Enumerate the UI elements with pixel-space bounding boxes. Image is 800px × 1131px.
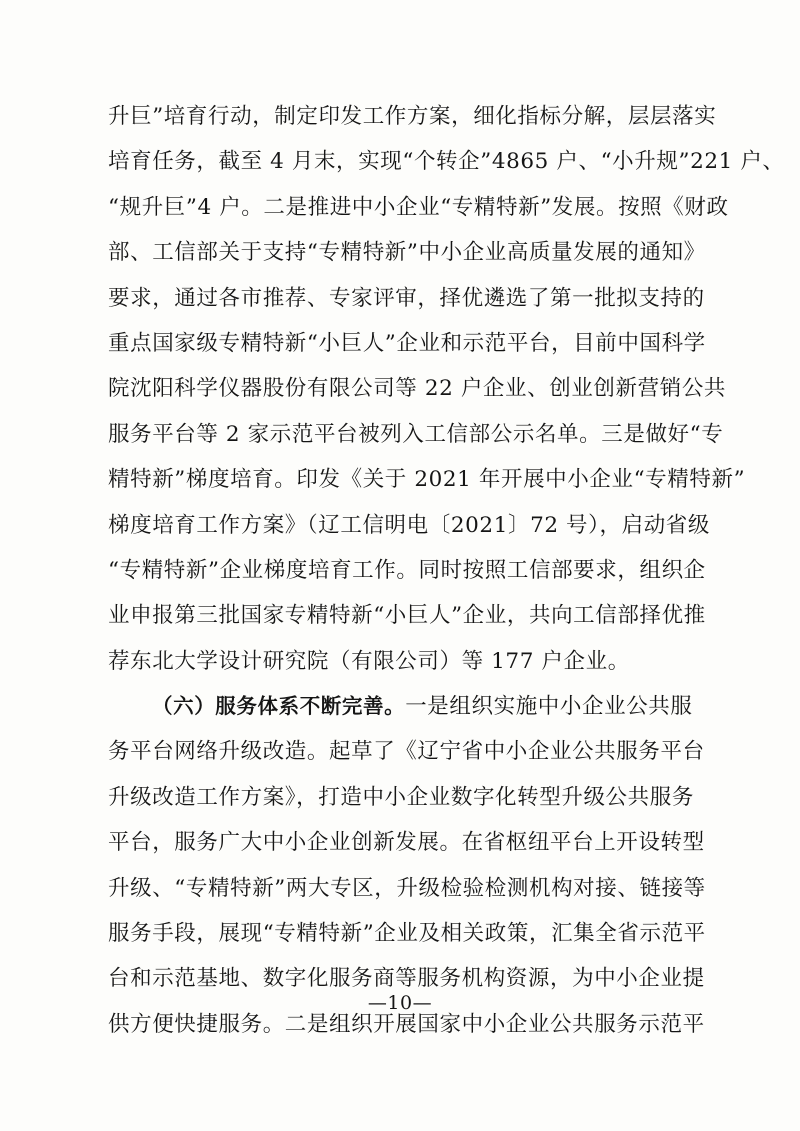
- text-line: 要求，通过各市推荐、专家评审，择优遴选了第一批拟支持的: [108, 285, 705, 311]
- text-line: “规升巨”4 户。二是推进中小企业“专精特新”发展。按照《财政: [108, 194, 729, 220]
- section-first-line-text: 一是组织实施中小企业公共服: [405, 694, 693, 720]
- text-line: 平台，服务广大中小企业创新发展。在省枢纽平台上开设转型: [108, 830, 705, 856]
- page-number: —10—: [367, 992, 433, 1014]
- text-line: 升级改造工作方案》，打造中小企业数字化转型升级公共服务: [108, 784, 694, 810]
- text-line: 服务手段，展现“专精特新”企业及相关政策，汇集全省示范平: [108, 921, 706, 947]
- text-line: 业申报第三批国家专精特新“小巨人”企业，共向工信部择优推: [108, 603, 706, 629]
- text-line: 台和示范基地、数字化服务商等服务机构资源，为中小企业提: [108, 966, 705, 992]
- text-line: 培育任务，截至 4 月末，实现“个转企”4865 户、“小升规”221 户、: [108, 149, 785, 175]
- text-line: 供方便快捷服务。二是组织开展国家中小企业公共服务示范平: [108, 1011, 705, 1037]
- text-line: 精特新”梯度培育。印发《关于 2021 年开展中小企业“专精特新”: [108, 467, 746, 493]
- text-line: 重点国家级专精特新“小巨人”企业和示范平台，目前中国科学: [108, 330, 706, 356]
- text-line: 部、工信部关于支持“专精特新”中小企业高质量发展的通知》: [108, 240, 706, 266]
- body-text: [108, 94, 785, 1047]
- text-line: 升级、“专精特新”两大专区，升级检验检测机构对接、链接等: [108, 875, 706, 901]
- text-line: 服务平台等 2 家示范平台被列入工信部公示名单。三是做好“专: [108, 421, 724, 447]
- text-line: 院沈阳科学仪器股份有限公司等 22 户企业、创业创新营销公共: [108, 376, 727, 402]
- text-line: “专精特新”企业梯度培育工作。同时按照工信部要求，组织企: [108, 557, 706, 583]
- text-line: 务平台网络升级改造。起草了《辽宁省中小企业公共服务平台: [108, 739, 705, 765]
- section-first-line: [108, 684, 708, 729]
- text-line: 升巨”培育行动，制定印发工作方案，细化指标分解，层层落实: [108, 104, 717, 129]
- text-line: 荐东北大学设计研究院（有限公司）等 177 户企业。: [108, 648, 630, 674]
- text-line: 梯度培育工作方案》（辽工信明电〔2021〕72 号），启动省级: [108, 512, 711, 538]
- section-heading: （六）服务体系不断完善。: [152, 694, 406, 719]
